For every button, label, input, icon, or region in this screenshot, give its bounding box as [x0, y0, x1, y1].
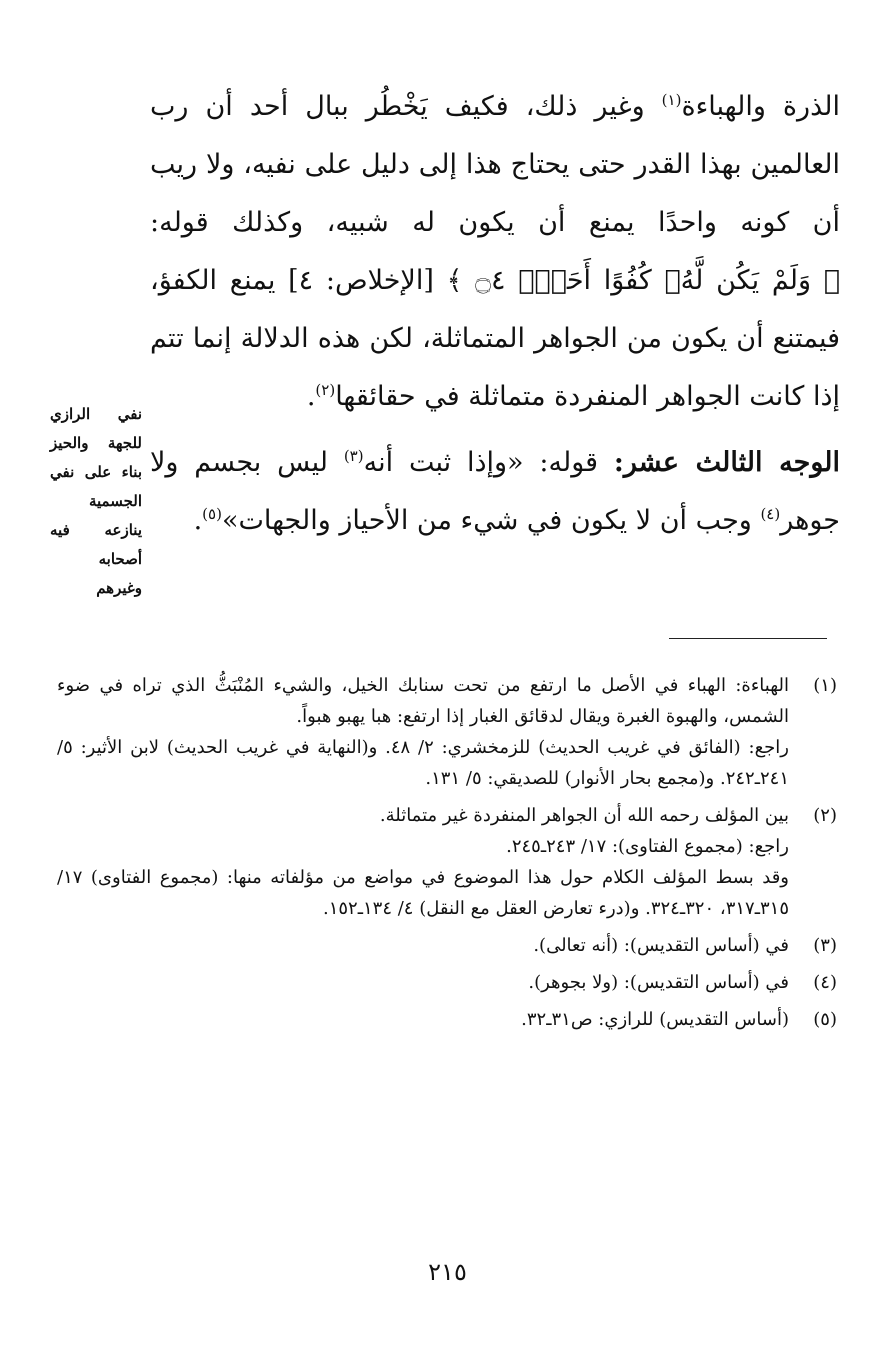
footnotes	[57, 670, 837, 1041]
footnote-5	[57, 1004, 837, 1035]
footnote-text: بين المؤلف رحمه الله أن الجواهر المنفردة غير متماثلة.	[379, 805, 789, 826]
footnote-number: (٣)	[813, 935, 837, 956]
text-span: ليس بجسم ولا جوهر	[150, 447, 840, 536]
footnote-text: راجع: (مجموع الفتاوى): ١٧/ ٢٤٣ـ٢٤٥.	[506, 836, 789, 857]
footnote-text: راجع: (الفائق في غريب الحديث) للزمخشري: ٢/ ٤٨. و(النهاية في غريب الحديث) لابن الأثير: ٥/ ٢٤١ـ٢٤٢. و(مجمع بحار الأنوار) للصديقي: ٥/ ١٣١.	[57, 737, 789, 789]
footnote-number: (٤)	[813, 972, 837, 993]
footnote-1	[57, 670, 837, 794]
text-span: وغير ذلك، فكيف يَخْطُر ببال أحد أن رب العالمين بهذا القدر حتى يحتاج هذا إلى دليل على نفيه، ولا ريب أن كونه واحدًا يمنع أن يكون له شبيه، وكذلك قوله:	[150, 91, 840, 238]
footnote-2	[57, 800, 837, 924]
text-span: قوله: «وإذا ثبت أنه	[363, 447, 614, 478]
footnote-ref-3: (٣)	[343, 447, 364, 465]
section-heading: الوجه الثالث عشر:	[613, 447, 841, 478]
text-span: [الإخلاص: ٤] يمنع الكفؤ، فيمتنع أن يكون من الجواهر المتماثلة، لكن هذه الدلالة إنما تتم إذا كانت الجواهر المنفردة متماثلة في حقائقها	[150, 265, 840, 412]
footnote-number: (١)	[813, 675, 837, 696]
footnote-text: (أساس التقديس) للرازي: ص٣١ـ٣٢.	[521, 1009, 789, 1030]
footnote-number: (٢)	[813, 805, 837, 826]
margin-note: نفي الرازي للجهة والحيز بناء على نفي الجسمية ينازعه فيه أصحابه وغيرهم	[50, 405, 142, 597]
footnote-text: وقد بسط المؤلف الكلام حول هذا الموضوع في مواضع من مؤلفاته منها: (مجموع الفتاوى) ١٧/ ٣١٥ـ٣١٧، ٣٢٠ـ٣٢٤. و(درء تعارض العقل مع النقل) ٤/ ١٣٤ـ١٥٢.	[57, 867, 789, 919]
footnote-ref-2: (٢)	[315, 381, 336, 399]
footnote-3	[57, 930, 837, 961]
footnote-ref-4: (٤)	[760, 505, 781, 523]
page-number: ٢١٥	[428, 1258, 467, 1286]
text-span: .	[193, 505, 203, 536]
paragraph-2	[150, 434, 840, 550]
footnote-text: في (أساس التقديس): (ولا بجوهر).	[528, 972, 789, 993]
quran-verse: ﴿ وَلَمْ يَكُن لَّهُۥ كُفُوًا أَحَدٌۢ ۝٤ ﴾	[446, 265, 840, 296]
text-span: .	[306, 381, 316, 412]
footnote-ref-1: (١)	[661, 91, 682, 109]
main-text	[150, 78, 840, 550]
text-span: وجب أن لا يكون في شيء من الأحياز والجهات»	[221, 505, 761, 536]
footnote-text: في (أساس التقديس): (أنه تعالى).	[533, 935, 789, 956]
text-span: الذرة والهباءة	[681, 91, 840, 122]
footnote-ref-5: (٥)	[202, 505, 222, 523]
footnote-number: (٥)	[813, 1009, 837, 1030]
paragraph-1	[150, 78, 840, 426]
footnote-4	[57, 967, 837, 998]
footnote-text: الهباءة: الهباء في الأصل ما ارتفع من تحت سنابك الخيل، والشيء المُنْبَثُّ الذي تراه في ضوء الشمس، والهبوة الغبرة ويقال لدقائق الغبار إذا ارتفع: هبا يهبو هبواً.	[57, 675, 789, 727]
footnote-separator	[669, 638, 827, 639]
